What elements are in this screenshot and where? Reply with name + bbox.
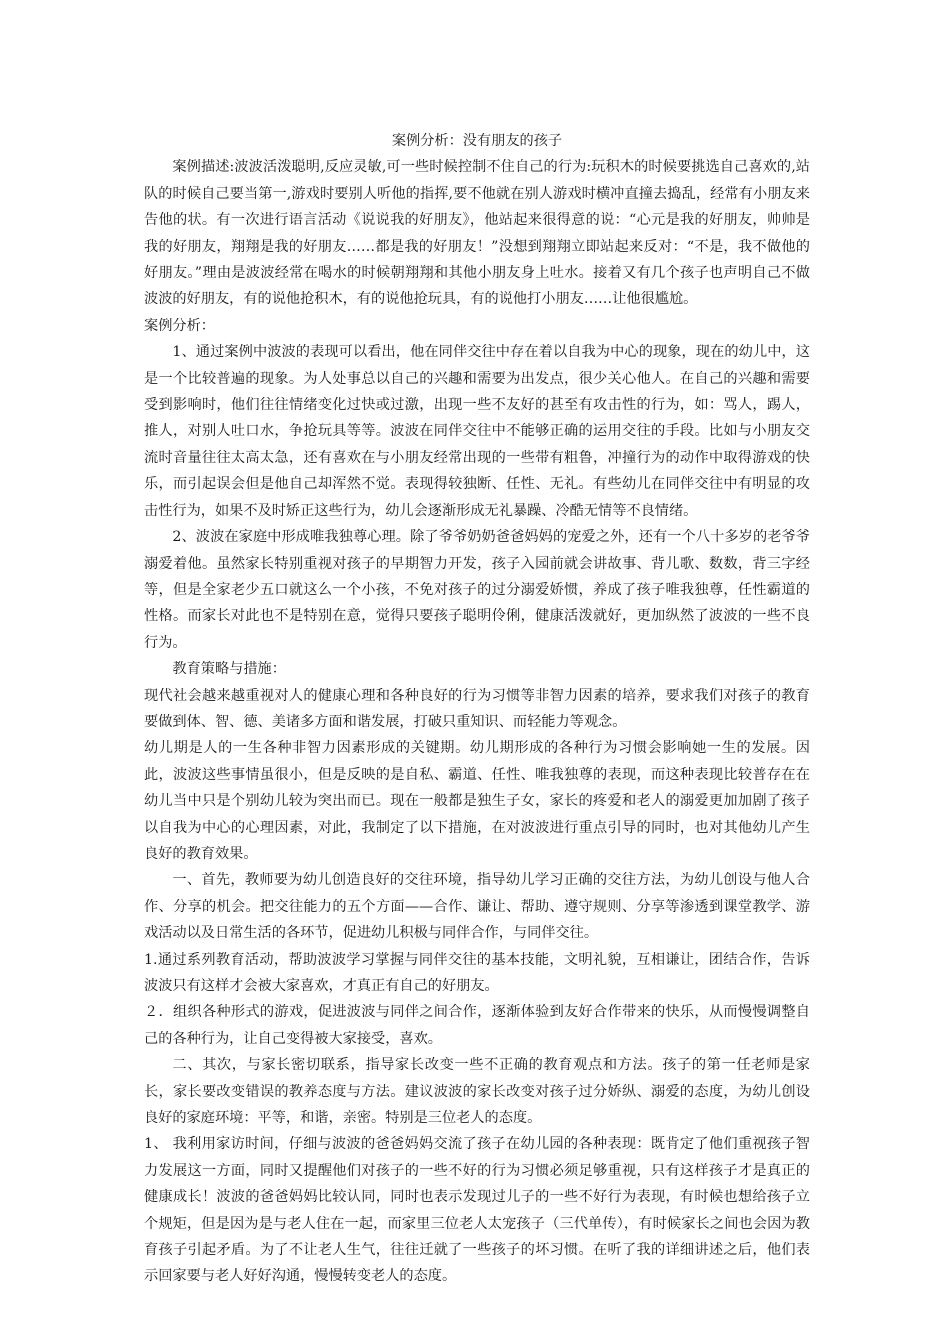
paragraph-strategy-intro: 现代社会越来越重视对人的健康心理和各种良好的行为习惯等非智力因素的培养，要求我们对孩子的教育要做到体、智、德、美诸多方面和谐发展，打破只重知识、而轻能力等观念。 [144,687,810,730]
paragraph-case-description: 案例描述:波波活泼聪明,反应灵敏,可一些时候控制不住自己的行为:玩积木的时候要挑选自己喜欢的,站队的时候自己要当第一,游戏时要别人听他的指挥,要不他就在别人游戏时横冲直撞去捣乱，经常有小朋友来告他的状。有一次进行语言活动《说说我的好朋友》，他站起来很得意的说：“心元是我的好朋友，帅帅是我的好朋友，翔翔是我的好朋友……都是我的好朋友！”没想到翔翔立即站起来反对：“不是，我不做他的好朋友。”理由是波波经常在喝水的时候朝翔翔和其他小朋友身上吐水。接着又有几个孩子也声明自己不做波波的好朋友，有的说他抢积木，有的说他抢玩具，有的说他打小朋友……让他很尴尬。 [144,159,810,308]
paragraph-analysis-2: 2、波波在家庭中形成唯我独尊心理。除了爷爷奶奶爸爸妈妈的宠爱之外，还有一个八十多岁的老爷爷溺爱着他。虽然家长特别重视对孩子的早期智力开发，孩子入园前就会讲故事、背儿歌、数数，背三字经等，但是全家老少五口就这么一个小孩，不免对孩子的过分溺爱娇惯，养成了孩子唯我独尊，任性霸道的性格。而家长对此也不是特别在意，觉得只要孩子聪明伶俐，健康活泼就好，更加纵然了波波的一些不良行为。 [144,529,810,651]
paragraph-critical-period: 幼儿期是人的一生各种非智力因素形成的关键期。幼儿期形成的各种行为习惯会影响她一生的发展。因此，波波这些事情虽很小，但是反映的是自私、霸道、任性、唯我独尊的表现，而这种表现比较普存在在幼儿当中只是个别幼儿较为突出而已。现在一般都是独生子女，家长的疼爱和老人的溺爱更加加剧了孩子以自我为中心的心理因素，对此，我制定了以下措施，在对波波进行重点引导的同时，也对其他幼儿产生良好的教育效果。 [144,740,810,862]
paragraph-analysis-heading: 案例分析： [144,317,215,334]
paragraph-strategy-heading: 教育策略与措施： [172,661,286,678]
paragraph-measure-one-item-2: ２．组织各种形式的游戏，促进波波与同伴之间合作，逐渐体验到友好合作带来的快乐，从而慢慢调整自己的各种行为，让自己变得被大家接受，喜欢。 [144,1004,810,1047]
paragraph-measure-two: 二、其次，与家长密切联系，指导家长改变一些不正确的教育观点和方法。孩子的第一任老师是家长，家长要改变错误的教养态度与方法。建议波波的家长改变对孩子过分娇纵、溺爱的态度，为幼儿创设良好的家庭环境：平等，和谐，亲密。特别是三位老人的态度。 [144,1057,810,1127]
document-page [144,128,810,1290]
paragraph-measure-one: 一、首先，教师要为幼儿创造良好的交往环境，指导幼儿学习正确的交往方法，为幼儿创设与他人合作、分享的机会。把交往能力的五个方面——合作、谦让、帮助、遵守规则、分享等渗透到课堂教学、游戏活动以及日常生活的各环节，促进幼儿积极与同伴合作，与同伴交往。 [144,872,810,942]
document-title: 案例分析：没有朋友的孩子 [391,133,563,149]
paragraph-measure-one-item-1: 1.通过系列教育活动，帮助波波学习掌握与同伴交往的基本技能，文明礼貌，互相谦让，团结合作，告诉波波只有这样才会被大家喜欢，才真正有自己的好朋友。 [144,951,810,994]
paragraph-measure-two-item-1: 1、 我利用家访时间，仔细与波波的爸爸妈妈交流了孩子在幼儿园的各种表现：既肯定了他们重视孩子智力发展这一方面，同时又提醒他们对孩子的一些不好的行为习惯必须足够重视，只有这样孩子才是真正的健康成长！波波的爸爸妈妈比较认同，同时也表示发现过儿子的一些不好行为表现，有时候也想给孩子立个规矩，但是因为是与老人住在一起，而家里三位老人太宠孩子（三代单传），有时候家长之间也会因为教育孩子引起矛盾。为了不让老人生气，往往迁就了一些孩子的坏习惯。在听了我的详细讲述之后，他们表示回家要与老人好好沟通，慢慢转变老人的态度。 [144,1136,810,1285]
paragraph-analysis-1: 1、通过案例中波波的表现可以看出，他在同伴交往中存在着以自我为中心的现象，现在的幼儿中，这是一个比较普遍的现象。为人处事总以自己的兴趣和需要为出发点，很少关心他人。在自己的兴趣和需要受到影响时，他们往往情绪变化过快或过激，出现一些不友好的甚至有攻击性的行为，如：骂人，踢人，推人，对别人吐口水，争抢玩具等等。波波在同伴交往中不能够正确的运用交往的手段。比如与小朋友交流时音量往往太高太急，还有喜欢在与小朋友经常出现的一些带有粗鲁，冲撞行为的动作中取得游戏的快乐，而引起误会但是他自己却浑然不觉。表现得较独断、任性、无礼。有些幼儿在同伴交往中有明显的攻击性行为，如果不及时矫正这些行为，幼儿会逐渐形成无礼暴躁、冷酷无情等不良情绪。 [144,344,810,519]
